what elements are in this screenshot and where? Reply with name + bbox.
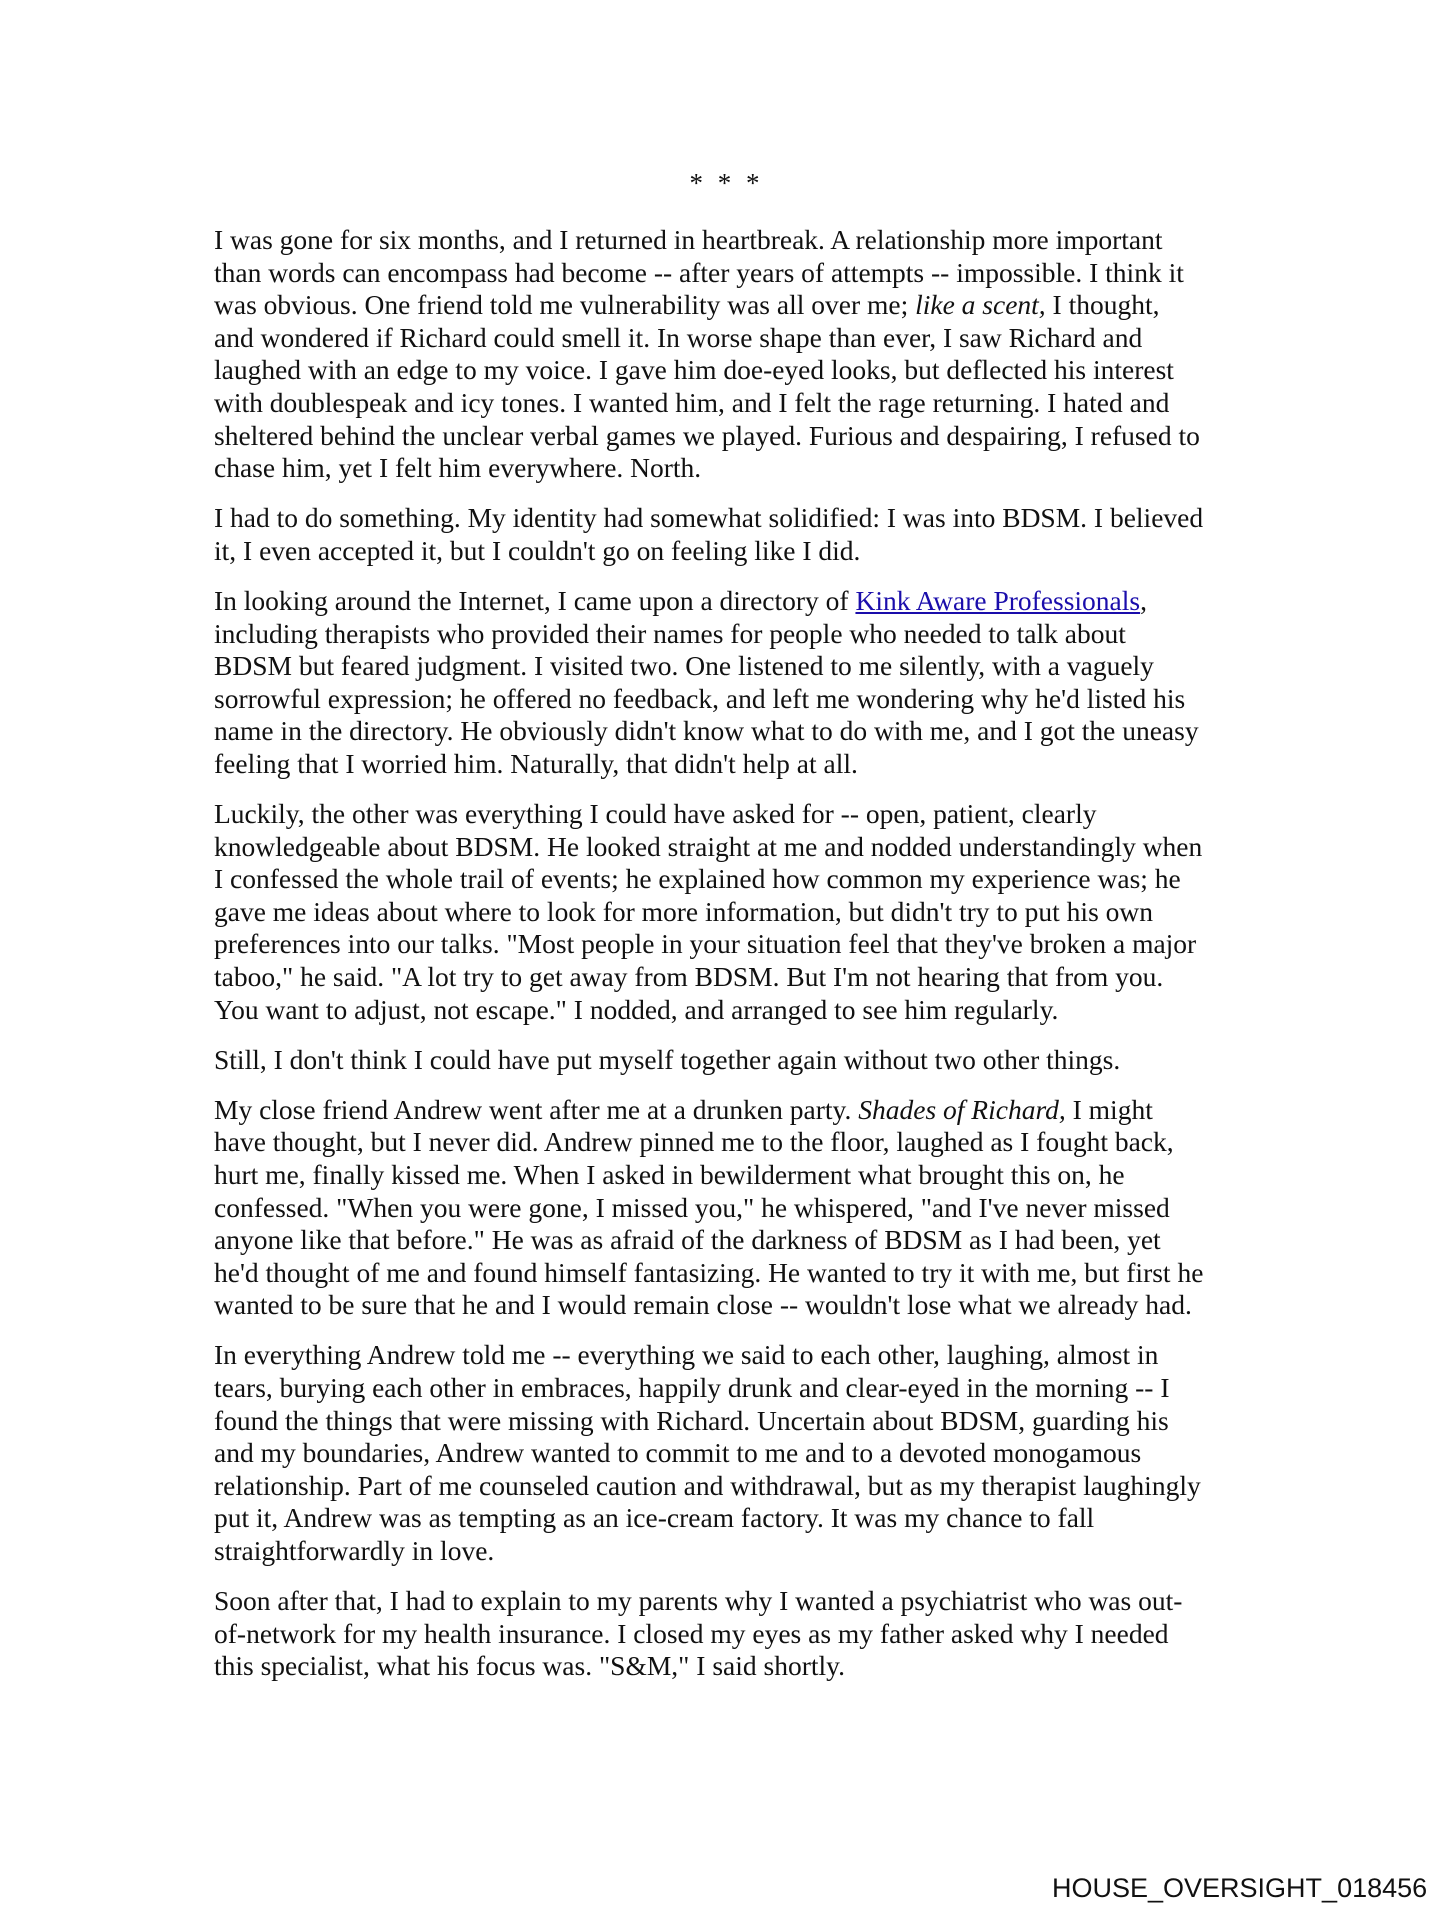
text-line [214, 257, 1254, 290]
text-line [214, 896, 1254, 929]
text-segment: I had to do something. My identity had somewhat solidified: I was into BDSM. I believed [214, 502, 1204, 534]
text-line [214, 748, 1254, 781]
paragraph [214, 224, 1254, 485]
text-segment: knowledgeable about BDSM. He looked straight at me and nodded understandingly when [214, 830, 1203, 862]
italic-text: like a scent, [915, 289, 1046, 321]
text-line [214, 1405, 1254, 1438]
text-segment: gave me ideas about where to look for more information, but didn't try to put his own [214, 895, 1154, 927]
text-line [214, 1437, 1254, 1470]
text-line [214, 683, 1254, 716]
text-line [214, 387, 1254, 420]
paragraph [214, 1339, 1254, 1567]
text-segment: straightforwardly in love. [214, 1534, 495, 1566]
text-segment: including therapists who provided their names for people who needed to talk about [214, 617, 1126, 649]
text-segment: feeling that I worried him. Naturally, that didn't help at all. [214, 747, 858, 779]
text-line [214, 994, 1254, 1027]
text-line [214, 289, 1254, 322]
text-segment: found the things that were missing with Richard. Uncertain about BDSM, guarding his [214, 1404, 1169, 1436]
paragraph [214, 798, 1254, 1026]
text-line [214, 1192, 1254, 1225]
text-segment: Still, I don't think I could have put myself together again without two other things. [214, 1043, 1121, 1075]
text-segment: name in the directory. He obviously didn't know what to do with me, and I got the uneasy [214, 715, 1199, 747]
text-segment: preferences into our talks. "Most people in your situation feel that they've broken a major [214, 928, 1197, 960]
text-line [214, 1257, 1254, 1290]
text-segment: and my boundaries, Andrew wanted to commit to me and to a devoted monogamous [214, 1437, 1142, 1469]
text-line [214, 1618, 1254, 1651]
text-line [214, 1535, 1254, 1568]
text-line [214, 618, 1254, 651]
text-line [214, 1126, 1254, 1159]
kink-aware-professionals-link[interactable]: Kink Aware Professionals [855, 584, 1141, 616]
italic-text: Shades of Richard, [858, 1093, 1066, 1125]
text-line [214, 863, 1254, 896]
text-line [214, 798, 1254, 831]
text-segment: Luckily, the other was everything I could have asked for -- open, patient, clearly [214, 798, 1097, 829]
text-segment: was obvious. One friend told me vulnerability was all over me; [214, 289, 916, 321]
text-segment: with doublespeak and icy tones. I wanted him, and I felt the rage returning. I hated and [214, 386, 1170, 418]
text-segment: taboo," he said. "A lot try to get away from BDSM. But I'm not hearing that from you. [214, 960, 1164, 992]
text-segment: sorrowful expression; he offered no feedback, and left me wondering why he'd listed his [214, 682, 1186, 714]
text-line [214, 1224, 1254, 1257]
text-line [214, 1289, 1254, 1322]
text-line [214, 1470, 1254, 1503]
text-line [214, 1339, 1254, 1372]
section-separator: * * * [689, 168, 764, 198]
paragraph [214, 1094, 1254, 1322]
text-segment: I was gone for six months, and I returned in heartbreak. A relationship more important [214, 224, 1163, 255]
text-line [214, 1650, 1254, 1683]
paragraph [214, 585, 1254, 781]
text-line [214, 502, 1254, 535]
text-line [214, 1044, 1254, 1077]
text-segment: confessed. "When you were gone, I missed you," he whispered, "and I've never missed [214, 1191, 1170, 1223]
text-segment: relationship. Part of me counseled caution and withdrawal, but as my therapist laughingly [214, 1469, 1201, 1501]
paragraph [214, 502, 1254, 567]
text-line [214, 715, 1254, 748]
body-text [214, 224, 1254, 1700]
text-segment: In everything Andrew told me -- everything we said to each other, laughing, almost in [214, 1339, 1159, 1371]
text-segment: sheltered behind the unclear verbal games we played. Furious and despairing, I refused to [214, 419, 1200, 451]
text-segment: chase him, yet I felt him everywhere. North. [214, 452, 702, 484]
text-segment: BDSM but feared judgment. I visited two. One listened to me silently, with a vaguely [214, 650, 1154, 682]
text-line [214, 650, 1254, 683]
text-segment: I might [1065, 1093, 1153, 1125]
text-segment: this specialist, what his focus was. "S&M," I said shortly. [214, 1650, 845, 1682]
text-segment: than words can encompass had become -- after years of attempts -- impossible. I think it [214, 256, 1184, 288]
text-segment: and wondered if Richard could smell it. In worse shape than ever, I saw Richard and [214, 321, 1143, 353]
text-line [214, 420, 1254, 453]
bates-number: HOUSE_OVERSIGHT_018456 [1052, 1873, 1428, 1903]
text-line [214, 224, 1254, 257]
text-line [214, 1372, 1254, 1405]
text-line [214, 1502, 1254, 1535]
text-segment: he'd thought of me and found himself fantasizing. He wanted to try it with me, but first he [214, 1256, 1204, 1288]
text-segment: it, I even accepted it, but I couldn't go on feeling like I did. [214, 534, 861, 566]
text-line [214, 535, 1254, 568]
text-segment: hurt me, finally kissed me. When I asked in bewilderment what brought this on, he [214, 1158, 1125, 1190]
text-line [214, 1585, 1254, 1618]
text-line [214, 354, 1254, 387]
text-line [214, 585, 1254, 618]
text-segment: of-network for my health insurance. I closed my eyes as my father asked why I needed [214, 1617, 1169, 1649]
text-segment: put it, Andrew was as tempting as an ice-cream factory. It was my chance to fall [214, 1502, 1095, 1534]
text-line [214, 831, 1254, 864]
text-line [214, 452, 1254, 485]
paragraph [214, 1585, 1254, 1683]
text-segment: wanted to be sure that he and I would remain close -- wouldn't lose what we already had. [214, 1289, 1192, 1321]
text-line [214, 1094, 1254, 1127]
text-segment: I thought, [1045, 289, 1160, 321]
text-segment: I confessed the whole trail of events; he explained how common my experience was; he [214, 863, 1181, 895]
text-line [214, 322, 1254, 355]
text-line [214, 961, 1254, 994]
text-segment: anyone like that before." He was as afraid of the darkness of BDSM as I had been, yet [214, 1224, 1161, 1256]
text-line [214, 1159, 1254, 1192]
text-segment: have thought, but I never did. Andrew pinned me to the floor, laughed as I fought back, [214, 1126, 1174, 1158]
text-segment: You want to adjust, not escape." I nodded, and arranged to see him regularly. [214, 993, 1059, 1025]
text-segment: tears, burying each other in embraces, happily drunk and clear-eyed in the morning -- I [214, 1372, 1170, 1403]
paragraph [214, 1044, 1254, 1077]
text-line [214, 928, 1254, 961]
text-segment: , [1140, 584, 1147, 616]
text-segment: laughed with an edge to my voice. I gave him doe-eyed looks, but deflected his interest [214, 354, 1174, 386]
text-segment: Soon after that, I had to explain to my parents why I wanted a psychiatrist who was out- [214, 1585, 1183, 1617]
text-segment: My close friend Andrew went after me at a drunken party. [214, 1093, 859, 1125]
text-segment: In looking around the Internet, I came upon a directory of [214, 584, 856, 616]
